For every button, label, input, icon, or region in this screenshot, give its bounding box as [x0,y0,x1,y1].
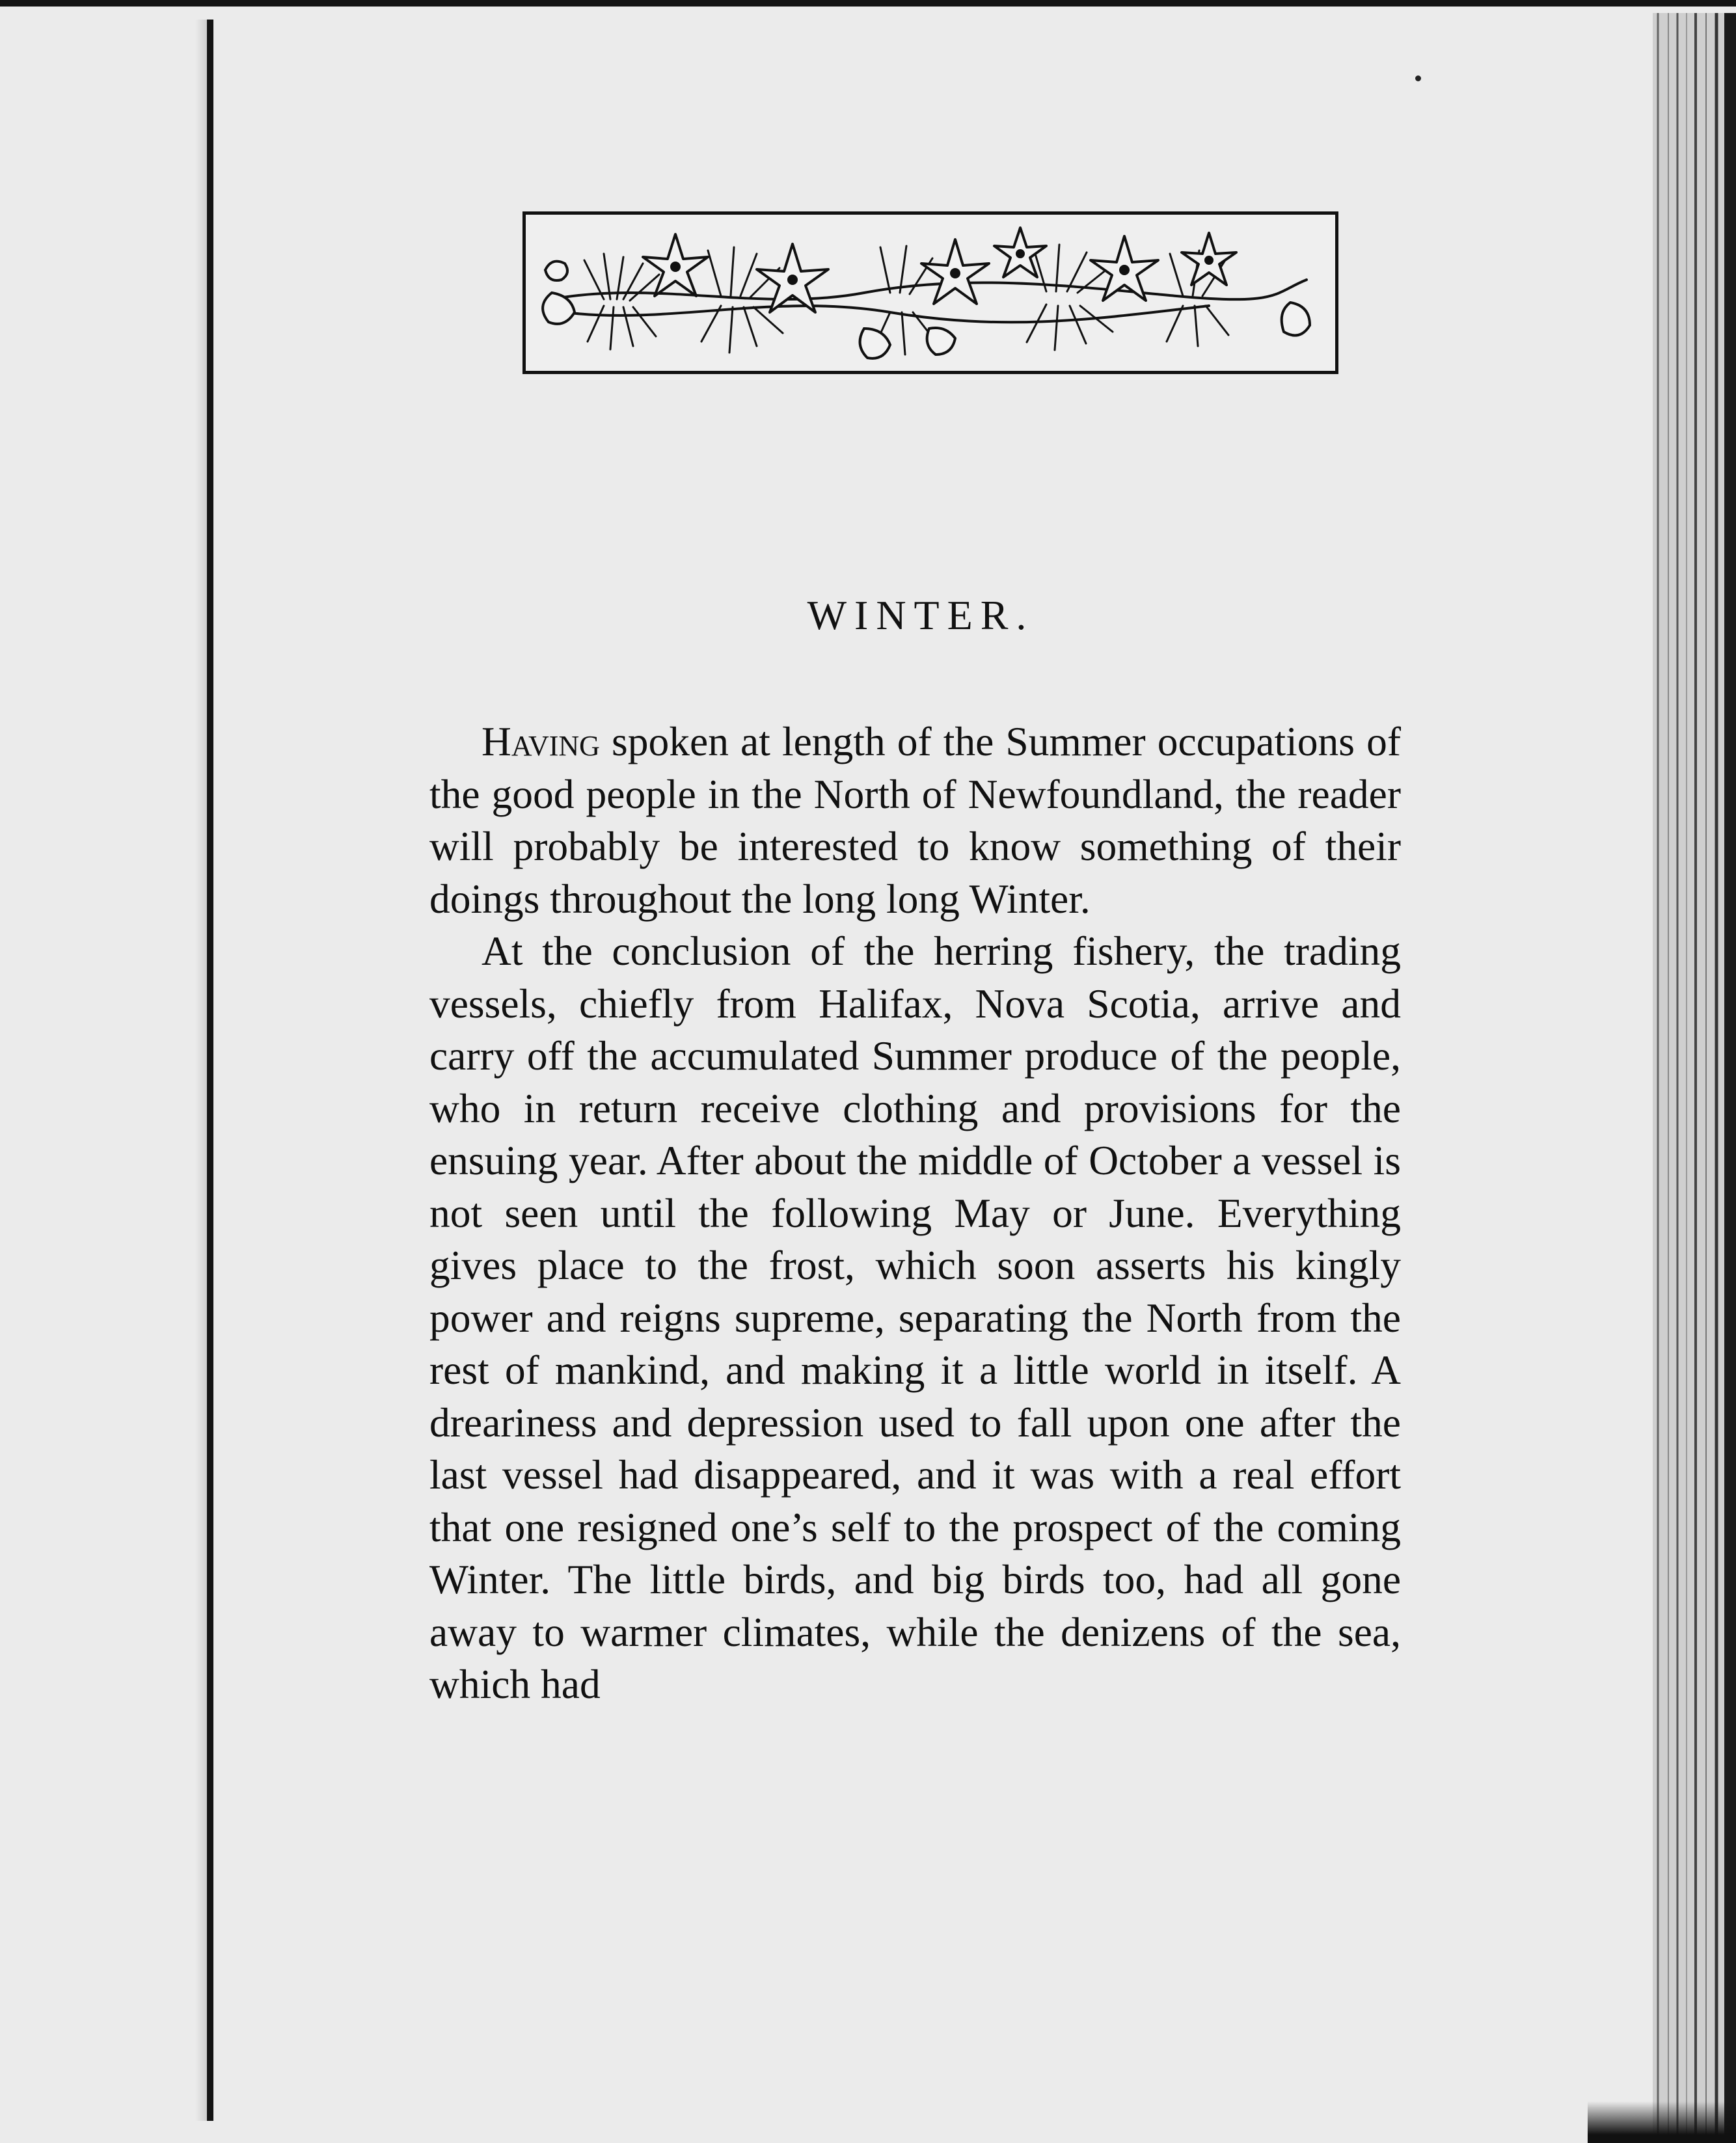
paragraph-1-text: spoken at length of the Summer occupations of the good people in the North of Newfoundland, the reader will probably be interested to know something of their doings throughout the long long Winter. [429,718,1401,922]
top-edge [0,0,1736,7]
page-edges [1653,13,1736,2143]
chapter-title: WINTER. [807,592,1035,638]
floral-lily-garland-icon [526,215,1335,371]
ink-speck [1415,75,1421,81]
bottom-edge [1588,2101,1736,2143]
ornament-floral-garland-icon [522,211,1338,374]
paragraph-1-lead: Having [481,718,600,764]
body-text [429,716,1401,1711]
paragraph-1 [429,716,1401,925]
gutter-line [207,20,213,2121]
gutter-shadow [195,20,207,2121]
paragraph-2: At the conclusion of the herring fishery, the trading vessels, chiefly from Halifax, Nova Scotia, arrive and carry off the accumulated Summer produce of the people, who in return receive clothing and provisions for the ensuing year. After about the middle of October a vessel is not seen until the following May or June. Everything gives place to the frost, which soon asserts his kingly power and reigns supreme, separating the North from the rest of mankind, and making it a little world in itself. A dreariness and depression used to fall upon one after the last vessel had disappeared, and it was with a real effort that one resigned one’s self to the prospect of the coming Winter. The little birds, and big birds too, had all gone away to warmer climates, while the denizens of the sea, which had [429,928,1401,1707]
